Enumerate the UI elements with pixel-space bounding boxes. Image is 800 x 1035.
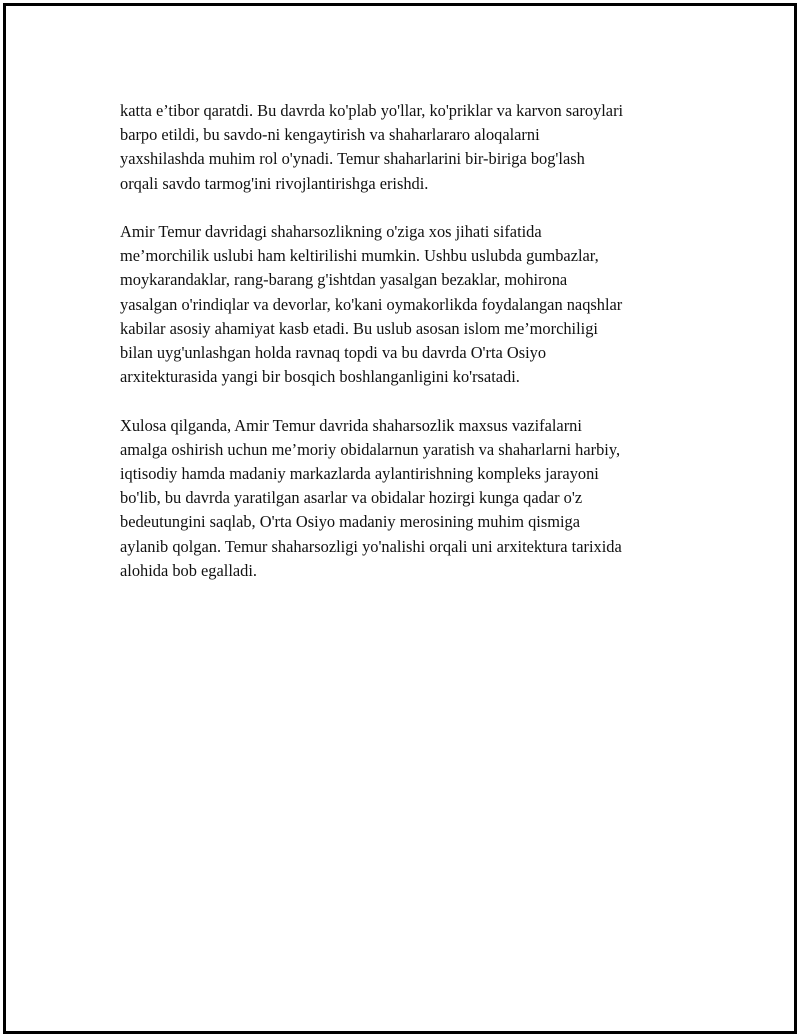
document-body (120, 99, 700, 607)
text-line: kabilar asosiy ahamiyat kasb etadi. Bu uslub asosan islom me’morchiligi (120, 318, 598, 338)
paragraph-1 (120, 99, 700, 196)
text-line: iqtisodiy hamda madaniy markazlarda aylantirishning kompleks jarayoni (120, 464, 599, 484)
text-line: Xulosa qilganda, Amir Temur davrida shaharsozlik maxsus vazifalarni (120, 415, 582, 435)
text-line: me’morchilik uslubi ham keltirilishi mumkin. Ushbu uslubda gumbazlar, (120, 246, 599, 266)
text-line: barpo etildi, bu savdo-ni kengaytirish va shaharlararo aloqalarni (120, 125, 540, 145)
text-line: katta e’tibor qaratdi. Bu davrda ko'plab yo'llar, ko'priklar va karvon saroylari (120, 101, 624, 120)
text-line: bedeutungini saqlab, O'rta Osiyo madaniy merosining muhim qismiga (120, 512, 581, 532)
text-line: Amir Temur davridagi shaharsozlikning o'ziga xos jihati sifatida (120, 222, 542, 241)
text-line: yasalgan o'rindiqlar va devorlar, ko'kani oymakorlikda foydalangan naqshlar (120, 294, 623, 314)
text-line: alohida bob egalladi. (120, 560, 257, 580)
text-line: moykarandaklar, rang-barang g'ishtdan yasalgan bezaklar, mohirona (120, 270, 568, 290)
text-line: yaxshilashda muhim rol o'ynadi. Temur shaharlarini bir-biriga bog'lash (120, 149, 585, 169)
document-page (3, 3, 797, 1034)
text-line: bilan uyg'unlashgan holda ravnaq topdi va bu davrda O'rta Osiyo (120, 343, 547, 363)
text-line: bo'lib, bu davrda yaratilgan asarlar va obidalar hozirgi kunga qadar o'z (120, 488, 583, 508)
paragraph-2 (120, 220, 700, 389)
text-line: orqali savdo tarmog'ini rivojlantirishga erishdi. (120, 173, 429, 193)
paragraph-3 (120, 414, 700, 583)
text-line: amalga oshirish uchun me’moriy obidalarnun yaratish va shaharlarni harbiy, (120, 439, 621, 459)
text-line: aylanib qolgan. Temur shaharsozligi yo'nalishi orqali uni arxitektura tarixida (120, 536, 622, 556)
text-line: arxitekturasida yangi bir bosqich boshlanganligini ko'rsatadi. (120, 367, 520, 387)
